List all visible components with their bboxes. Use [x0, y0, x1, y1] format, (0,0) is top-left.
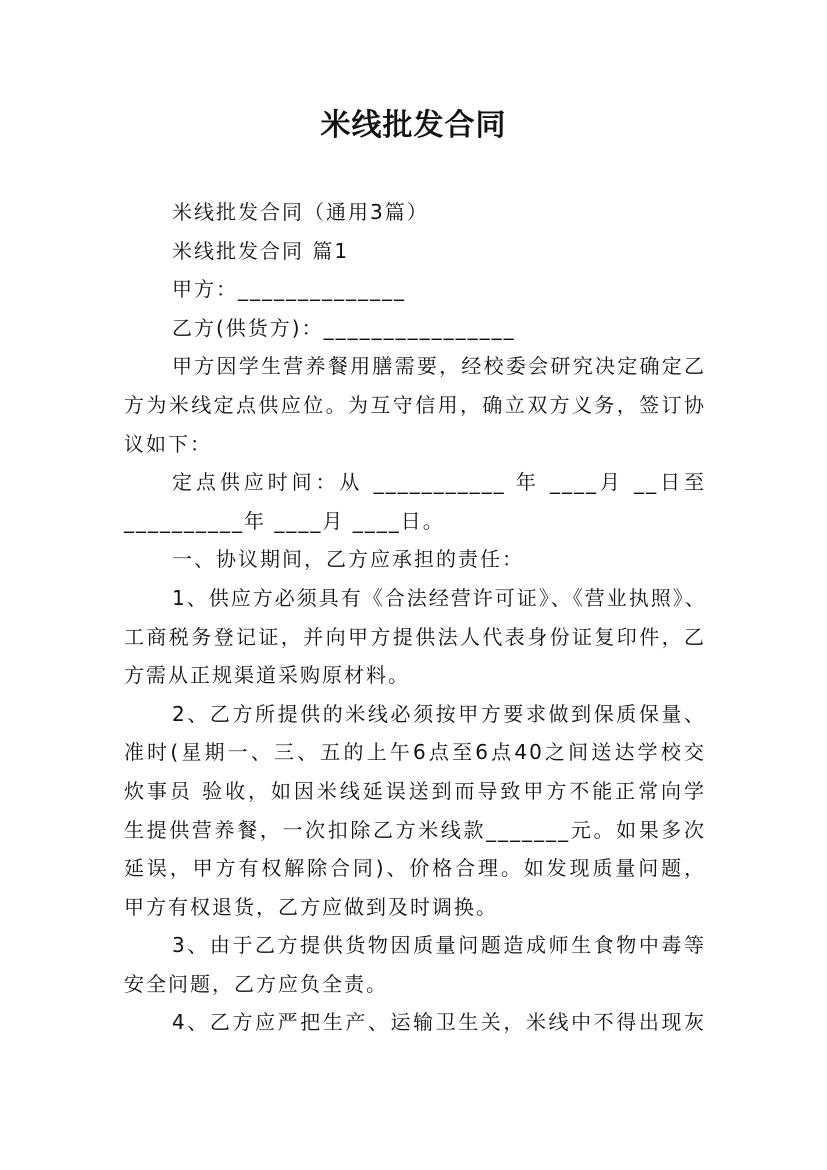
- document-line: 2、乙方所提供的米线必须按甲方要求做到保质保量、: [172, 701, 706, 726]
- document-line: 方为米线定点供应位。为互守信用，确立双方义务，签订协: [124, 392, 706, 417]
- document-line: 1、供应方必须具有《合法经营许可证》、《营业执照》、: [172, 585, 707, 610]
- document-line: 炊事员 验收，如因米线延误送到而导致甲方不能正常向学: [124, 778, 706, 803]
- document-line: 一、协议期间，乙方应承担的责任：: [172, 547, 524, 572]
- document-line: 工商税务登记证，并向甲方提供法人代表身份证复印件，乙: [124, 624, 706, 649]
- document-line: 议如下：: [124, 431, 212, 456]
- document-line: 方需从正规渠道采购原材料。: [124, 663, 410, 688]
- document-line: 米线批发合同 篇1: [172, 238, 350, 263]
- document-body: [124, 193, 706, 1042]
- document-line: 甲方：______________: [172, 277, 406, 302]
- document-line: 延误，甲方有权解除合同)、价格合理。如发现质量问题，: [124, 856, 706, 881]
- document-line: 准时(星期一、三、五的上午6点至6点40之间送达学校交: [124, 740, 706, 765]
- document-line: 乙方(供货方)：________________: [172, 315, 516, 340]
- document-line: 安全问题，乙方应负全责。: [124, 971, 388, 996]
- document-line: __________年 ____月 ____日。: [124, 508, 445, 533]
- document-title: 米线批发合同: [320, 108, 507, 143]
- document-line: 米线批发合同（通用3篇）: [172, 200, 429, 224]
- document-line: 甲方有权退货，乙方应做到及时调换。: [124, 894, 498, 919]
- document-line: 生提供营养餐，一次扣除乙方米线款_______元。如果多次: [124, 817, 706, 842]
- document-line: 定点供应时间：从 ___________ 年 ____月 __日至: [172, 470, 706, 495]
- document-line: 甲方因学生营养餐用膳需要，经校委会研究决定确定乙: [172, 354, 706, 379]
- document-line: 3、由于乙方提供货物因质量问题造成师生食物中毒等: [172, 933, 706, 958]
- document-line: 4、乙方应严把生产、运输卫生关，米线中不得出现灰: [172, 1010, 706, 1035]
